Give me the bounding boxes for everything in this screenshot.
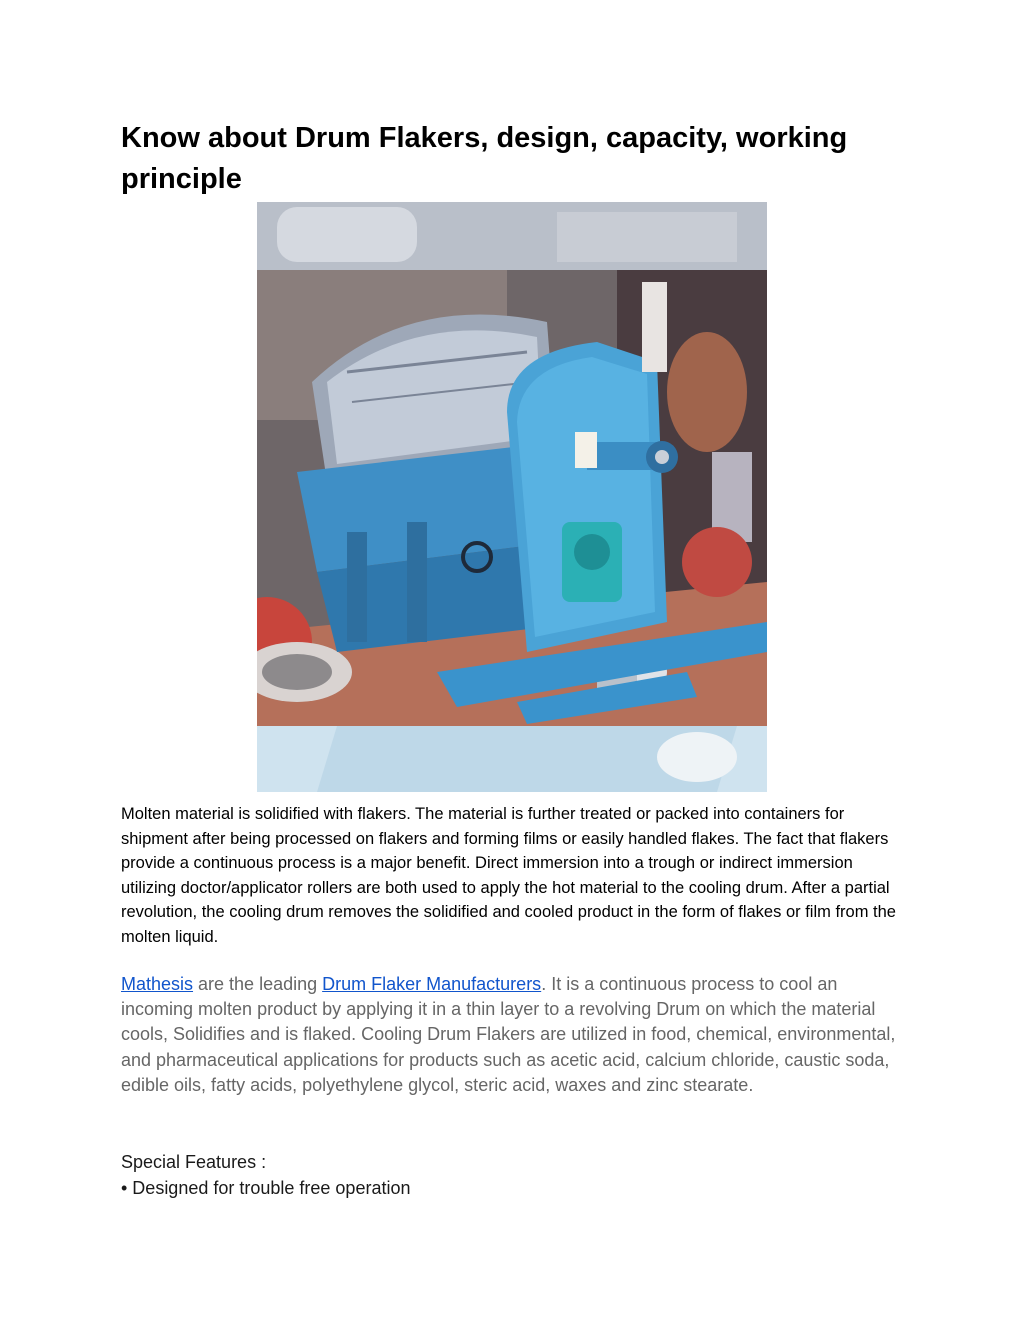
paragraph-text-2: . It is a continuous process to cool an incoming molten product by applying it in a thin layer to a revolving Drum on which the material cools, Solidifies and is flaked. Cooling Drum Flakers are utilized in food, chemical, environmental, and pharmaceutical applications for products such as acetic acid, calcium chloride, caustic soda, edible oils, fatty acids, polyethylene glycol, steric acid, waxes and zinc stearate. (121, 974, 896, 1095)
drum-flaker-manufacturers-link[interactable]: Drum Flaker Manufacturers (322, 974, 542, 994)
intro-paragraph: Molten material is solidified with flakers. The material is further treated or packed into containers for shipment after being processed on flakers and forming films or easily handled flakes. The fact that flakers provide a continuous process is a major benefit. Direct immersion into a trough or indirect immersion utilizing doctor/applicator rollers are both used to apply the hot material to the cooling drum. After a partial revolution, the cooling drum removes the solidified and cooled product in the form of flakes or film from the molten liquid. (121, 805, 896, 946)
manufacturer-paragraph (121, 972, 911, 1098)
special-features (121, 1149, 911, 1201)
feature-item: • Designed for trouble free operation (121, 1178, 411, 1198)
mathesis-link[interactable]: Mathesis (121, 974, 194, 994)
drum-flaker-machine-icon (257, 202, 767, 792)
page-title: Know about Drum Flakers, design, capacity, working principle (121, 122, 848, 195)
features-heading: Special Features : (121, 1152, 267, 1172)
drum-flaker-photo (257, 202, 767, 792)
paragraph-text-1: are the leading (193, 974, 323, 994)
